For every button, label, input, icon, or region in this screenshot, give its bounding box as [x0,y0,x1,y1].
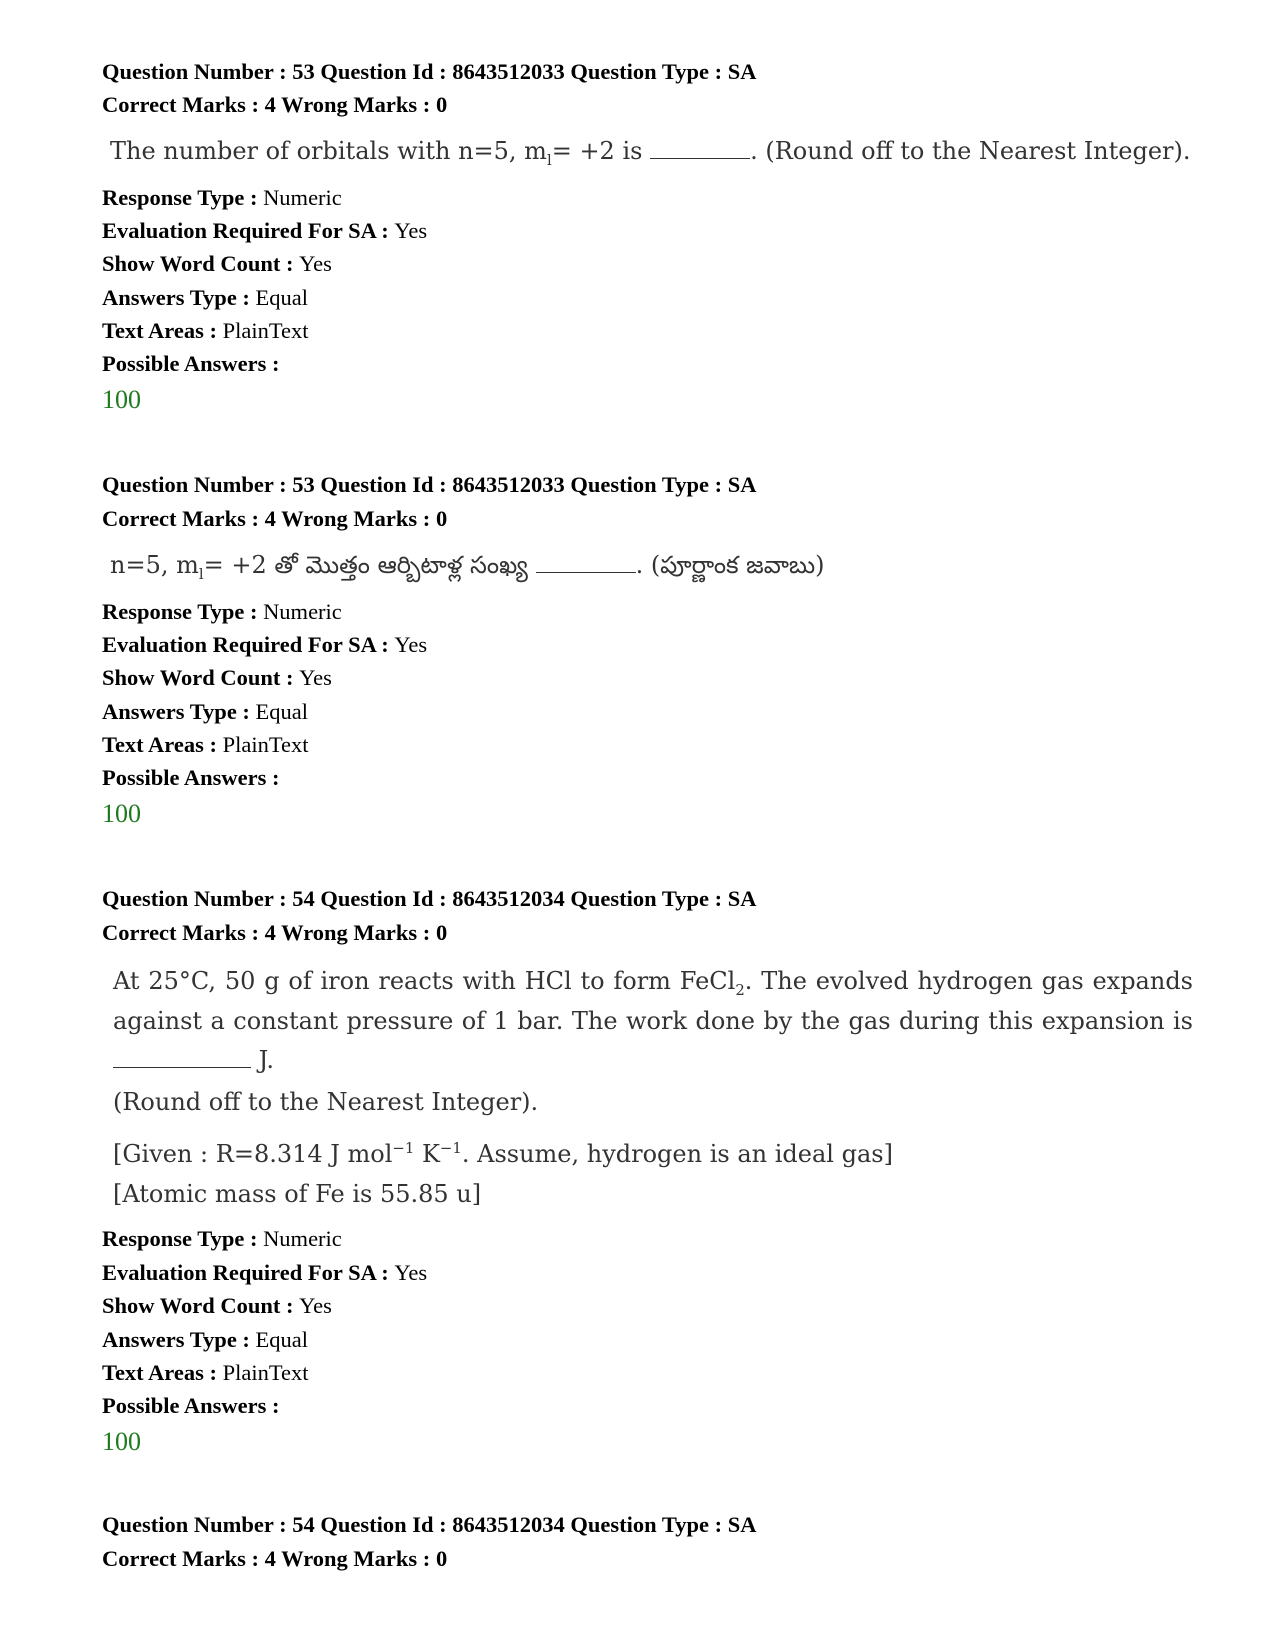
show-word-count: Show Word Count : Yes [102,1293,332,1318]
answer-blank [650,157,750,159]
evaluation-required: Evaluation Required For SA : Yes [102,1260,428,1285]
question-line-5: [Given : R=8.314 J mol$^{-1}$ $K^{-1}$. Assume, hydrogen is an ideal gas] [113,1139,893,1168]
marks-line: Correct Marks : 4 Wrong Marks : 0 [102,1546,448,1571]
possible-answer-value: 100 [102,1427,141,1456]
question-line-1: At 25°C, 50 g of iron reacts with HCl to form FeCl$_2$. The evolved hydrogen gas expands [113,967,1194,999]
show-word-count: Show Word Count : Yes [102,251,332,276]
response-type: Response Type : Numeric [102,1226,342,1251]
question-line-3: J. [113,1040,274,1080]
question-text: n=5, $m_l= +2$ తో మొత్తం ఆర్బిటాళ్ల సంఖ్య . (పూర్ణాంక జవాబు) [110,551,825,583]
possible-answer-value: 100 [102,385,141,414]
possible-answers-label: Possible Answers : [102,1393,280,1418]
possible-answers-label: Possible Answers : [102,765,280,790]
possible-answer-value: 100 [102,799,141,828]
evaluation-required: Evaluation Required For SA : Yes [102,218,428,243]
question-line-2: against a constant pressure of 1 bar. The work done by the gas during this expansion is [113,1007,1193,1035]
answer-blank [536,571,636,573]
question-line-4: (Round off to the Nearest Integer). [113,1088,539,1116]
marks-line: Correct Marks : 4 Wrong Marks : 0 [102,92,448,117]
text-areas: Text Areas : PlainText [102,318,309,343]
show-word-count: Show Word Count : Yes [102,665,332,690]
question-line-6: [Atomic mass of Fe is 55.85 u] [113,1180,482,1208]
answers-type: Answers Type : Equal [102,1327,309,1352]
text-areas: Text Areas : PlainText [102,732,309,757]
response-type: Response Type : Numeric [102,185,342,210]
answers-type: Answers Type : Equal [102,699,309,724]
question-header: Question Number : 53 Question Id : 8643512033 Question Type : SA [102,472,757,497]
possible-answers-label: Possible Answers : [102,351,280,376]
text-areas: Text Areas : PlainText [102,1360,309,1385]
marks-line: Correct Marks : 4 Wrong Marks : 0 [102,506,448,531]
evaluation-required: Evaluation Required For SA : Yes [102,632,428,657]
marks-line: Correct Marks : 4 Wrong Marks : 0 [102,920,448,945]
answer-blank [113,1066,251,1068]
response-type: Response Type : Numeric [102,599,342,624]
question-header: Question Number : 53 Question Id : 8643512033 Question Type : SA [102,59,757,84]
answers-type: Answers Type : Equal [102,285,309,310]
question-text: The number of orbitals with n=5, $m_l= +2$ is . (Round off to the Nearest Integer). [110,137,1191,169]
question-header: Question Number : 54 Question Id : 8643512034 Question Type : SA [102,1512,757,1537]
question-header: Question Number : 54 Question Id : 8643512034 Question Type : SA [102,886,757,911]
